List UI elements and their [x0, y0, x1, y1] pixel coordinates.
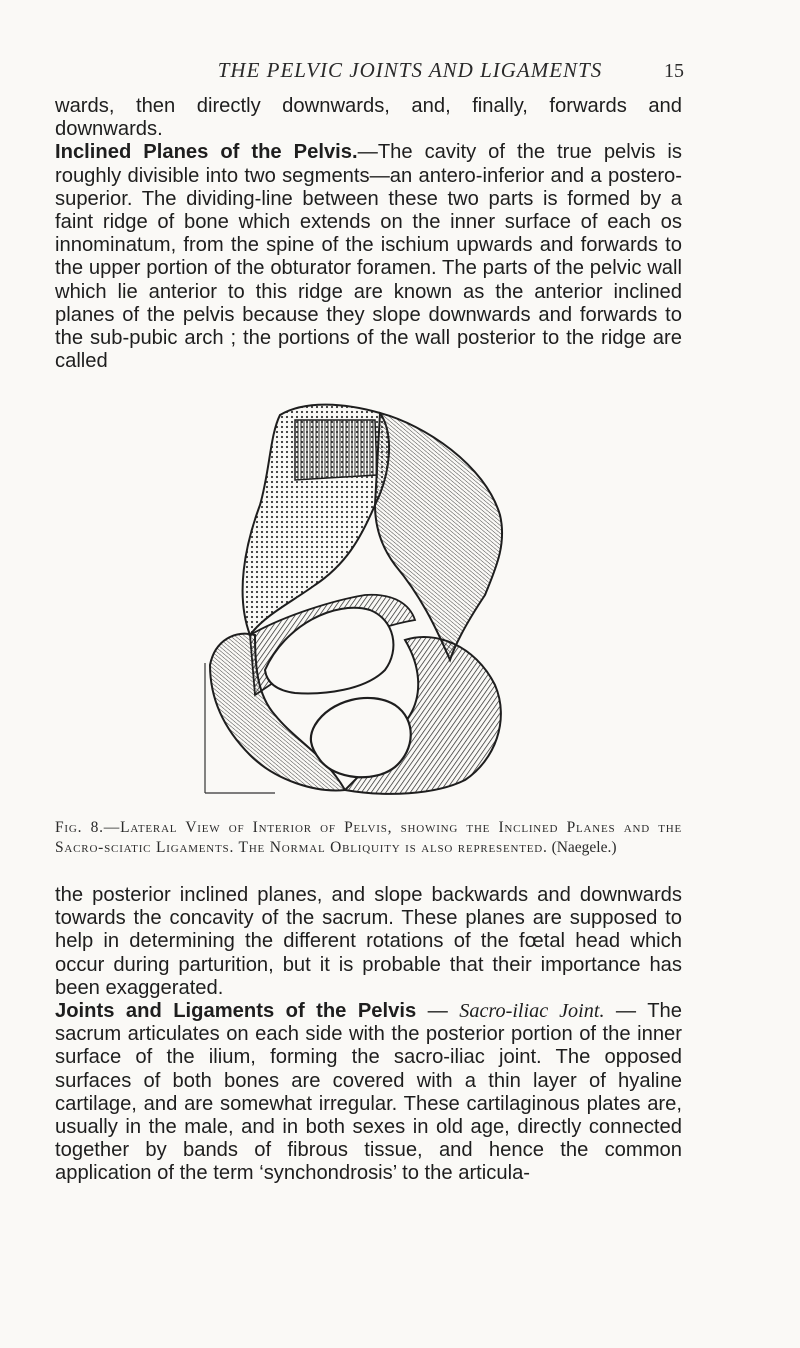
figure-caption-text: —Lateral View of Interior of Pelvis, showing the Inclined Planes and the Sacro-sciatic Ligaments. The Normal Obliquity is also represented. [55, 819, 682, 856]
paragraph-continuation: wards, then directly downwards, and, finally, forwards and downwards. [55, 95, 682, 141]
section-heading-joints: Joints and Ligaments of the Pelvis [55, 1000, 417, 1023]
paragraph-body-joints: The sacrum articulates on each side with the posterior portion of the inner surface of the ilium, forming the sacro-iliac joint. The opposed surfaces of both bones are covered with a thin layer of hyaline cartilage, and are somewhat irregular. These cartilaginous plates are, usually in the male, and in both sexes in old age, directly connected together by bands of fibrous tissue, and hence the common application of the term ‘synchondrosis’ to the articula- [55, 1000, 682, 1185]
obturator-foramen [311, 698, 411, 777]
section-heading: Inclined Planes of the Pelvis. [55, 141, 358, 164]
text-block-bottom [55, 884, 682, 1186]
paragraph-body: —The cavity of the true pelvis is roughly divisible into two segments—an antero-inferior and a postero-superior. The dividing-line between these two parts is formed by a faint ridge of bone which extends on the inner surface of each os innominatum, from the spine of the ischium upwards and forwards to the upper portion of the obturator foramen. The parts of the pelvic wall which lie anterior to this ridge are known as the anterior inclined planes of the pelvis because they slope downwards and forwards to the sub-pubic arch ; the portions of the wall posterior to the ridge are called [55, 141, 682, 373]
paragraph-joints-ligaments [55, 1000, 682, 1186]
running-title: THE PELVIC JOINTS AND LIGAMENTS [217, 58, 603, 82]
figure-label: Fig. 8. [55, 819, 104, 836]
pelvis-figure [195, 395, 525, 803]
paragraph-inclined-planes [55, 141, 682, 373]
subsection-heading-sacro-iliac: Sacro-iliac Joint. [459, 1000, 605, 1023]
page-number: 15 [664, 60, 684, 82]
figure-credit: (Naegele.) [551, 839, 617, 856]
heading-dash-2: — [604, 1000, 648, 1023]
heading-dash-1: — [416, 1000, 460, 1023]
sacral-vertebrae [295, 420, 377, 480]
paragraph-posterior-planes: the posterior inclined planes, and slope backwards and downwards towards the concavity of the sacrum. These planes are supposed to help in determining the different rotations of the fœtal head which occur during parturition, but it is probable that their importance has been exaggerated. [55, 884, 682, 999]
figure-caption [55, 818, 682, 858]
text-block-top [55, 95, 682, 373]
